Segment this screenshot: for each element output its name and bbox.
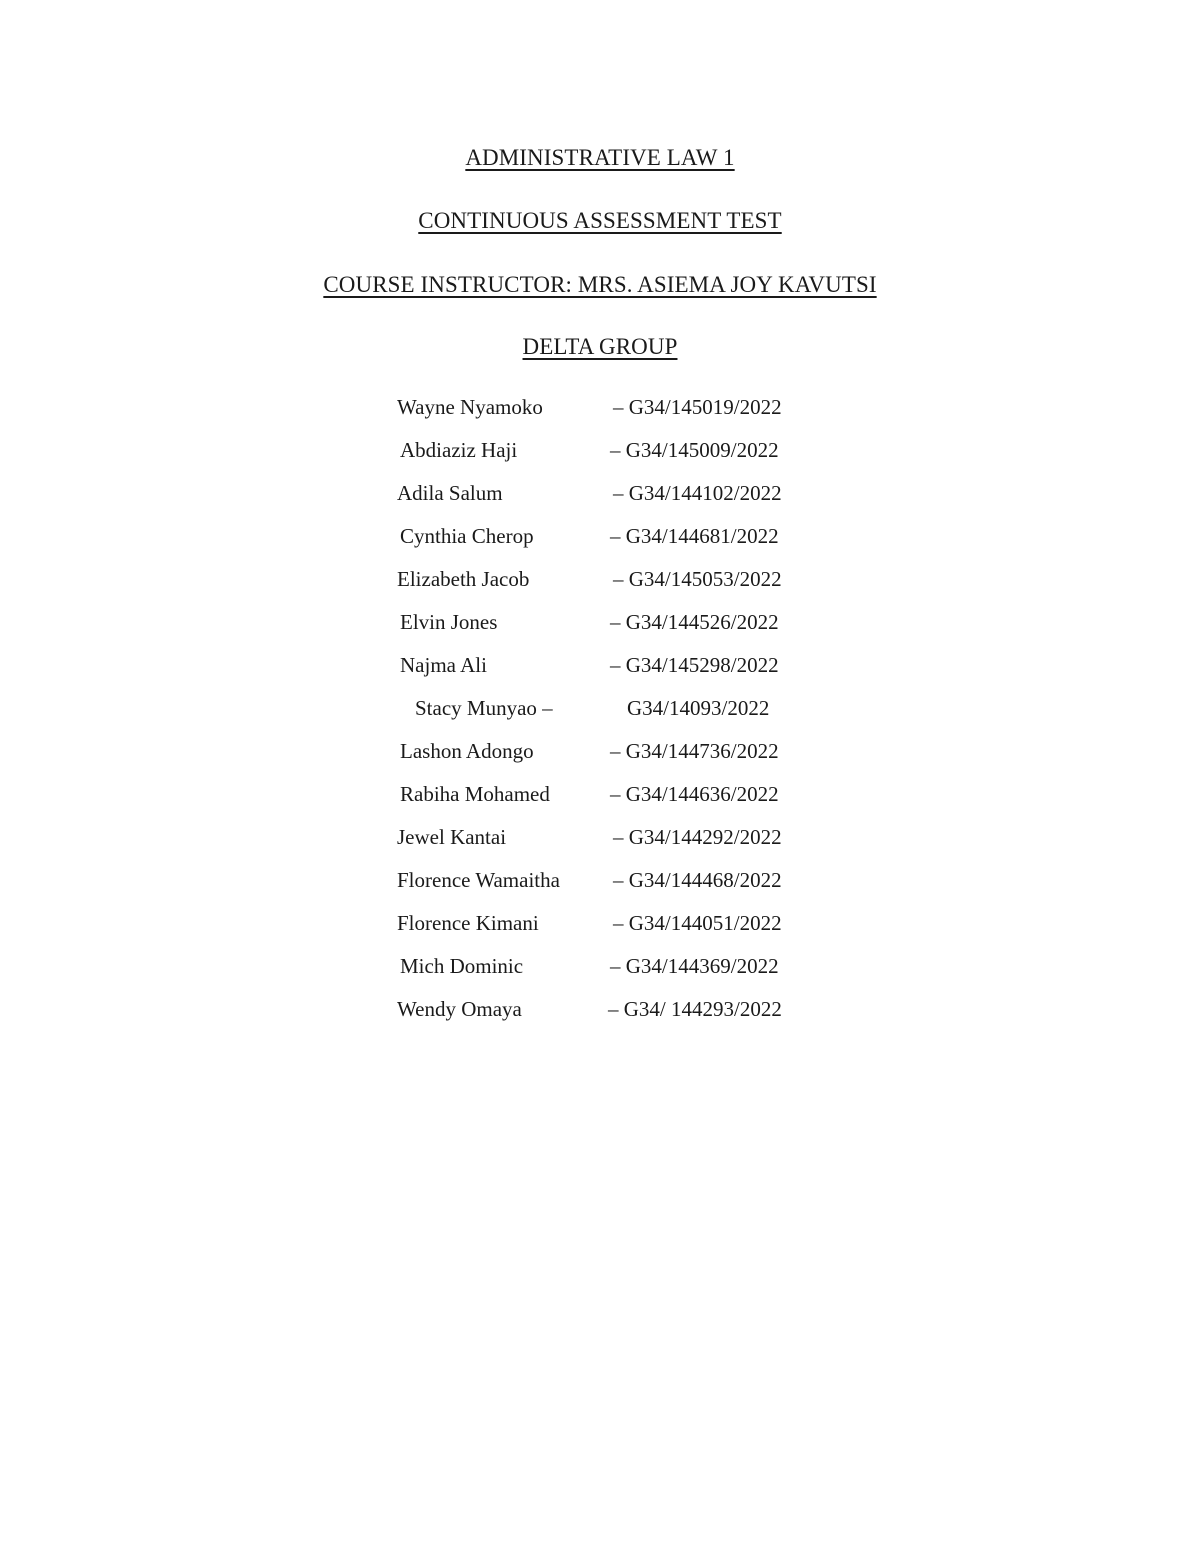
member-name: Najma Ali — [400, 653, 487, 677]
member-reg-number: – G34/145019/2022 — [613, 395, 782, 419]
group-name: DELTA GROUP — [522, 334, 678, 359]
member-row — [0, 607, 1200, 650]
document-title: ADMINISTRATIVE LAW 1 — [465, 145, 735, 170]
document-subtitle: CONTINUOUS ASSESSMENT TEST — [418, 208, 782, 233]
member-reg-number: – G34/144292/2022 — [613, 825, 782, 849]
member-name: Florence Kimani — [397, 911, 539, 935]
member-row — [0, 435, 1200, 478]
member-name: Lashon Adongo — [400, 739, 534, 763]
member-reg-number: – G34/145298/2022 — [610, 653, 779, 677]
member-row — [0, 392, 1200, 435]
course-instructor: COURSE INSTRUCTOR: MRS. ASIEMA JOY KAVUTSI — [323, 272, 877, 297]
member-name: Wendy Omaya — [397, 997, 522, 1021]
member-name: Elizabeth Jacob — [397, 567, 530, 591]
member-reg-number: – G34/144468/2022 — [613, 868, 782, 892]
member-row — [0, 865, 1200, 908]
member-name: Florence Wamaitha — [397, 868, 560, 892]
member-name: Mich Dominic — [400, 954, 524, 978]
member-reg-number: – G34/144526/2022 — [610, 610, 779, 634]
member-name: Cynthia Cherop — [400, 524, 534, 548]
member-reg-number: – G34/144736/2022 — [610, 739, 779, 763]
member-list — [0, 392, 1200, 1037]
member-row — [0, 478, 1200, 521]
member-reg-number: – G34/144681/2022 — [610, 524, 779, 548]
member-reg-number: – G34/144051/2022 — [613, 911, 782, 935]
member-reg-number: – G34/ 144293/2022 — [608, 997, 782, 1021]
member-name: Jewel Kantai — [397, 825, 507, 849]
member-row — [0, 908, 1200, 951]
member-row — [0, 822, 1200, 865]
member-reg-number: G34/14093/2022 — [627, 696, 770, 720]
member-row — [0, 564, 1200, 607]
member-name: Adila Salum — [397, 481, 503, 505]
member-name: Rabiha Mohamed — [400, 782, 550, 806]
member-reg-number: – G34/144369/2022 — [610, 954, 779, 978]
member-name: Stacy Munyao – — [415, 696, 553, 720]
member-reg-number: – G34/145009/2022 — [610, 438, 779, 462]
member-row — [0, 521, 1200, 564]
member-reg-number: – G34/144636/2022 — [610, 782, 779, 806]
member-name: Elvin Jones — [400, 610, 498, 634]
member-name: Wayne Nyamoko — [397, 395, 543, 419]
member-row — [0, 693, 1200, 736]
member-reg-number: – G34/145053/2022 — [613, 567, 782, 591]
member-row — [0, 951, 1200, 994]
member-reg-number: – G34/144102/2022 — [613, 481, 782, 505]
member-row — [0, 736, 1200, 779]
member-row — [0, 994, 1200, 1037]
member-row — [0, 650, 1200, 693]
member-name: Abdiaziz Haji — [400, 438, 518, 462]
member-row — [0, 779, 1200, 822]
